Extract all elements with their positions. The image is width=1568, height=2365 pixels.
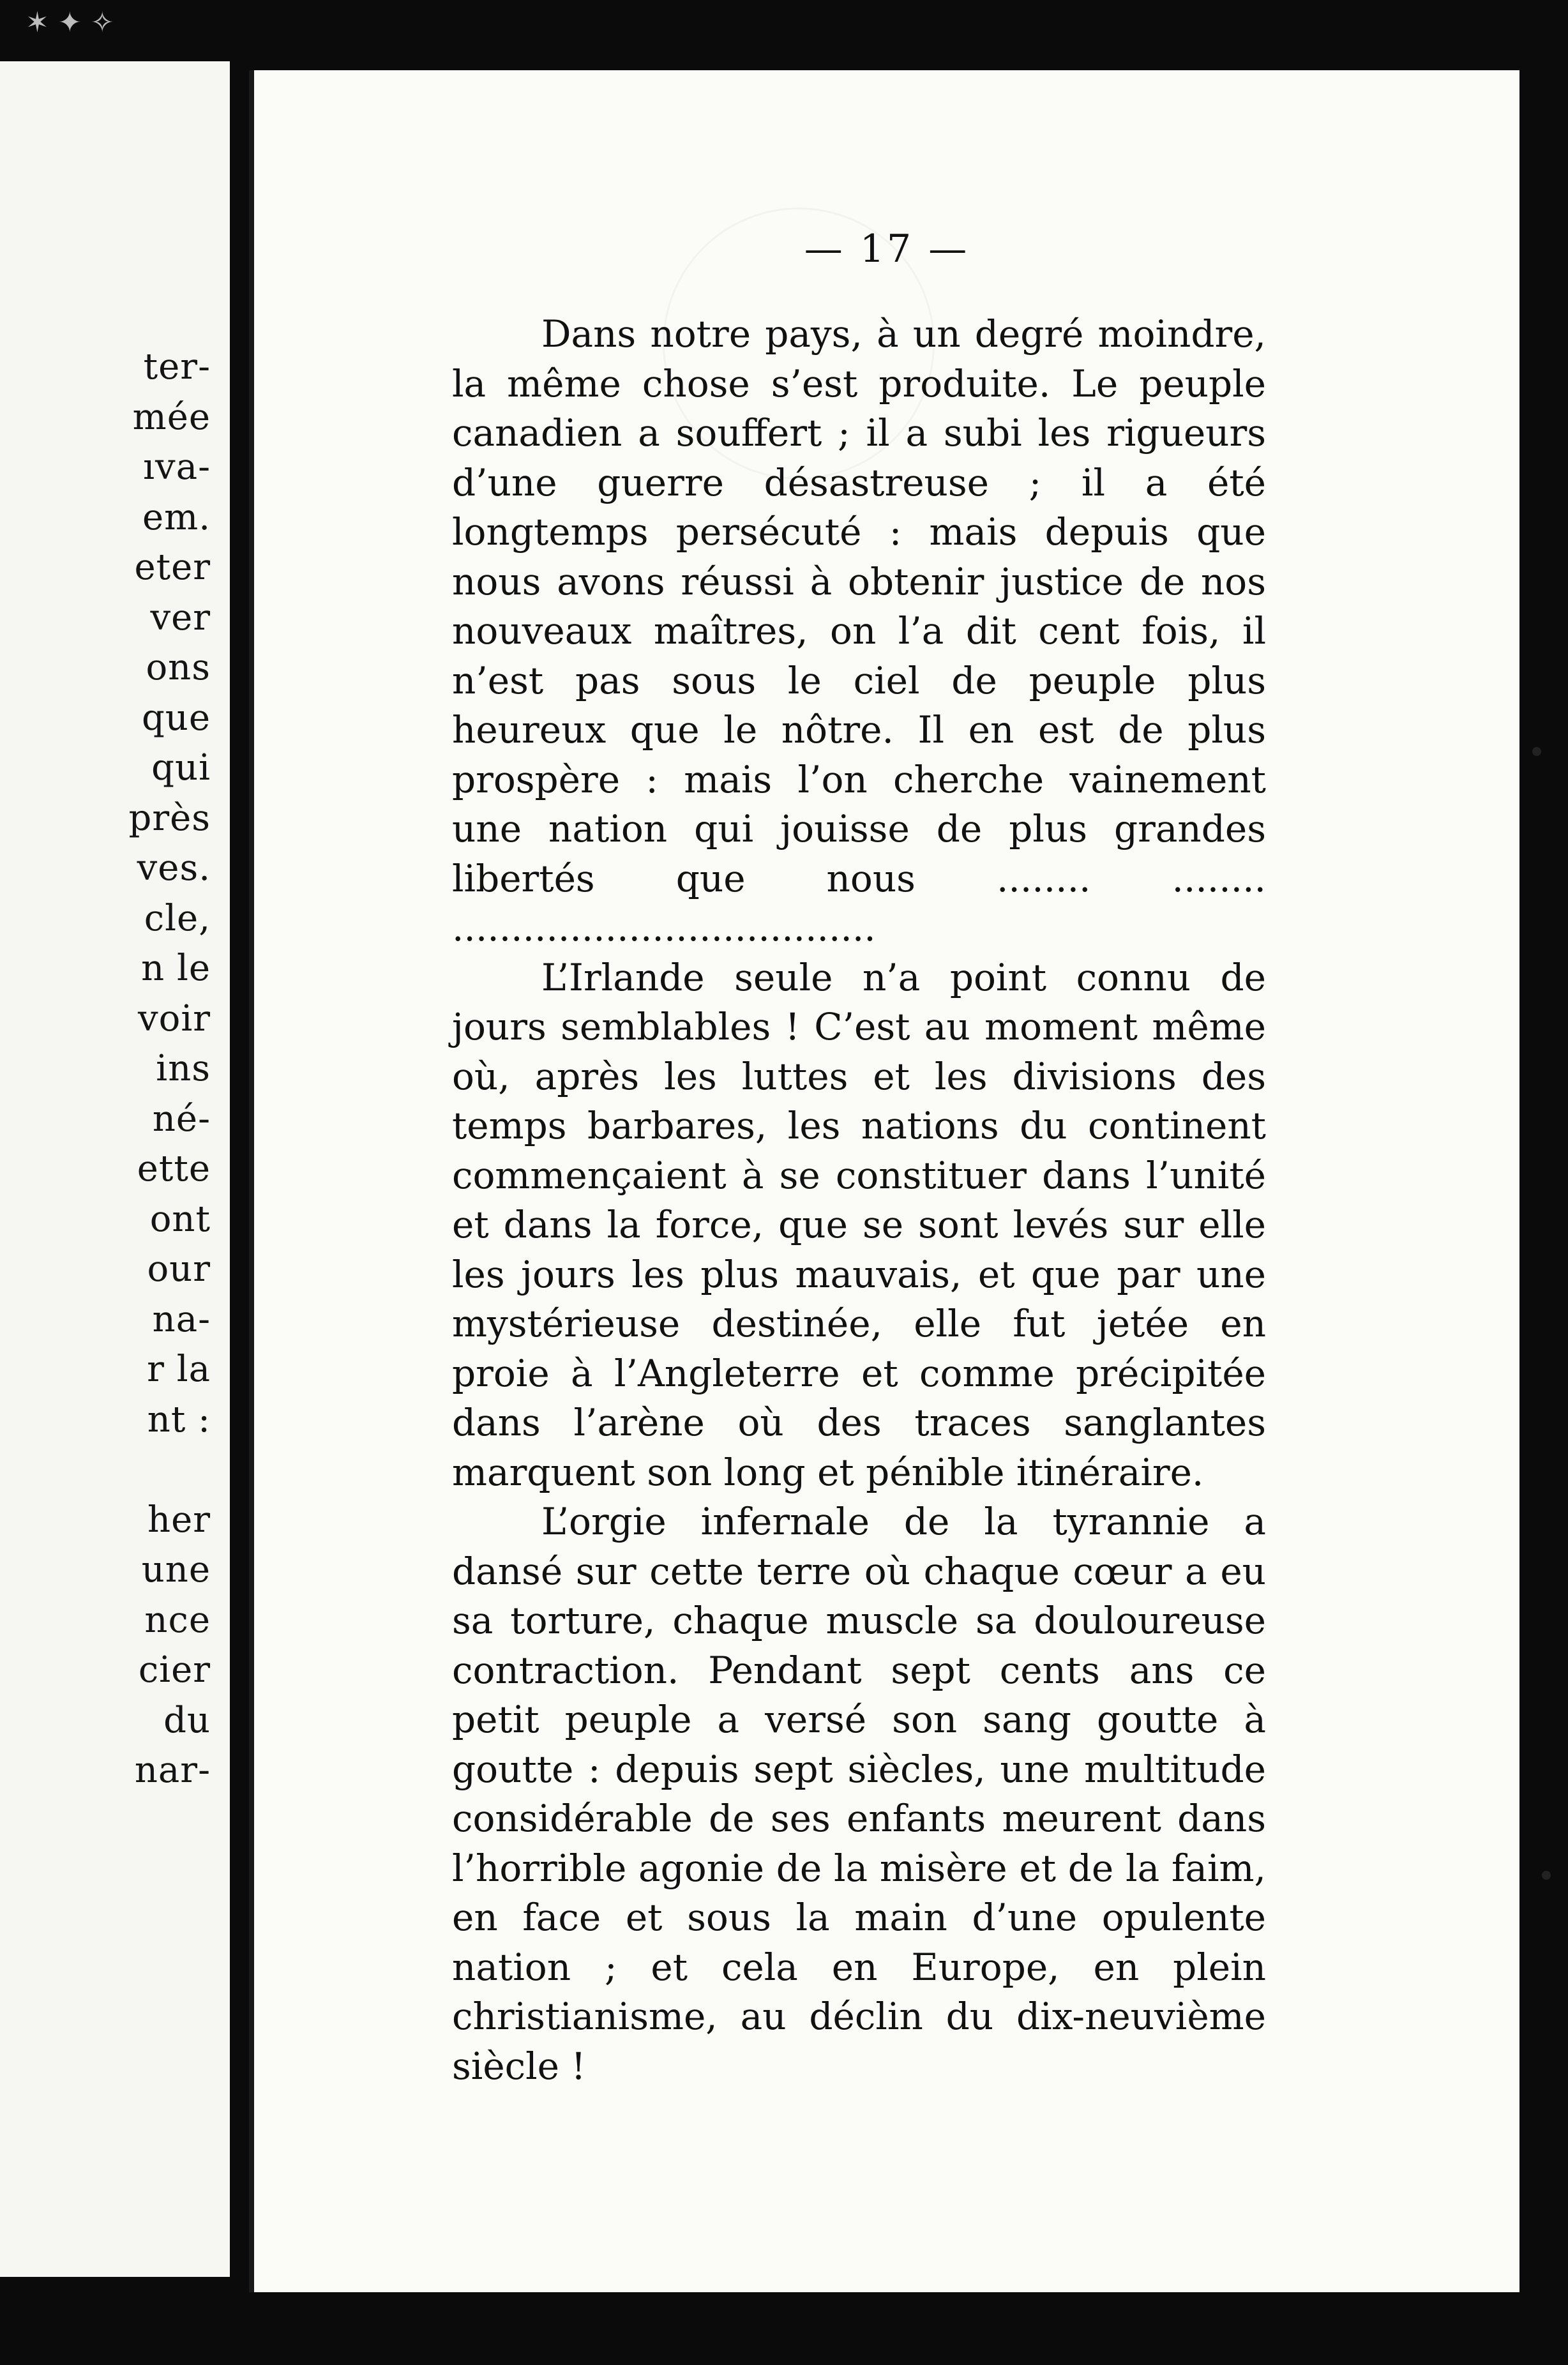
paragraph-3: L’orgie infernale de la tyrannie a dansé sur cette terre où chaque cœur a eu sa torture, chaque muscle sa douloureuse contraction. Pendant sept cents ans ce petit peuple a versé son sang goutte à goutte : depuis sept siècles, une multitude considérable de ses enfants meurent dans l’horrible agonie de la misère et de la faim, en face et sous la main d’une opulente nation ; et cela en Europe, en plein christianisme, au déclin du dix-neuvième siècle ! — [452, 1500, 1266, 2088]
previous-page-line-fragment: près — [128, 797, 211, 839]
previous-page-line-fragment: voir — [137, 997, 211, 1039]
previous-page-line-fragment: cier — [138, 1649, 211, 1691]
previous-page-line-fragment: our — [147, 1248, 211, 1290]
previous-page-line-fragment: né- — [152, 1098, 211, 1140]
previous-page-line-fragment: ıva- — [143, 446, 211, 488]
previous-page-line-fragment: nar- — [134, 1749, 211, 1791]
previous-page-line-fragment: qui — [151, 747, 211, 789]
previous-page-line-fragment: ves. — [137, 847, 211, 889]
previous-page-line-fragment: du — [163, 1699, 211, 1741]
paragraph-2: L’Irlande seule n’a point connu de jours semblables ! C’est au moment même où, après les luttes et les divisions des temps barbares, les nations du continent commençaient à se constituer dans l’unité et dans la force, que se sont levés sur elle les jours les plus mauvais, et que par une mystérieuse destinée, elle fut jetée en proie à l’Angleterre et comme précipitée dans l’arène où des traces sanglantes marquent son long et pénible itinéraire. — [452, 955, 1266, 1494]
previous-page-line-fragment: ins — [156, 1048, 211, 1089]
previous-page-line-fragment: ette — [137, 1148, 211, 1190]
book-page — [249, 70, 1519, 2292]
previous-page-line-fragment: une — [141, 1549, 211, 1591]
previous-page-line-fragment: cle, — [144, 897, 211, 939]
previous-page-line-fragment: eter — [134, 547, 211, 588]
previous-page-line-fragment: que — [141, 697, 211, 739]
previous-page-line-fragment: ont — [149, 1198, 211, 1240]
previous-page-line-fragment: nt : — [147, 1398, 211, 1440]
previous-page-line-fragment: nce — [144, 1599, 211, 1641]
previous-page-line-fragment: ons — [146, 647, 211, 688]
previous-page-line-fragment: ver — [150, 596, 211, 638]
previous-page-line-fragment: her — [147, 1499, 211, 1541]
page-number: — 17 — — [804, 227, 970, 271]
margin-speck — [1532, 747, 1541, 756]
previous-page-line-fragment: n le — [141, 948, 211, 989]
scan-edge-marks: ✶ ✦ ✧ — [26, 6, 114, 39]
previous-page-line-fragment: ter- — [143, 346, 211, 388]
paragraph-1: Dans notre pays, à un degré moindre, la même chose s’est produite. Le peuple canadien a souffert ; il a subi les rigueurs d’une guerre désastreuse ; il a été longtemps persécuté : mais depuis que nous avons réussi à obtenir justice de nos nouveaux maîtres, on l’a dit cent fois, il n’est pas sous le ciel de peuple plus heureux que le nôtre. Il en est de plus prospère : mais l’on cherche vainement une nation qui jouisse de plus grandes libertés que nous ........ ........ .................................... — [452, 312, 1266, 949]
previous-page-line-fragment: na- — [152, 1298, 211, 1340]
previous-page-line-fragment: em. — [142, 496, 211, 538]
previous-page-line-fragment: r la — [147, 1349, 211, 1390]
previous-page-edge — [0, 61, 230, 2277]
previous-page-line-fragment: mée — [132, 396, 211, 438]
body-text — [452, 310, 1266, 2091]
margin-speck — [1542, 1871, 1551, 1880]
